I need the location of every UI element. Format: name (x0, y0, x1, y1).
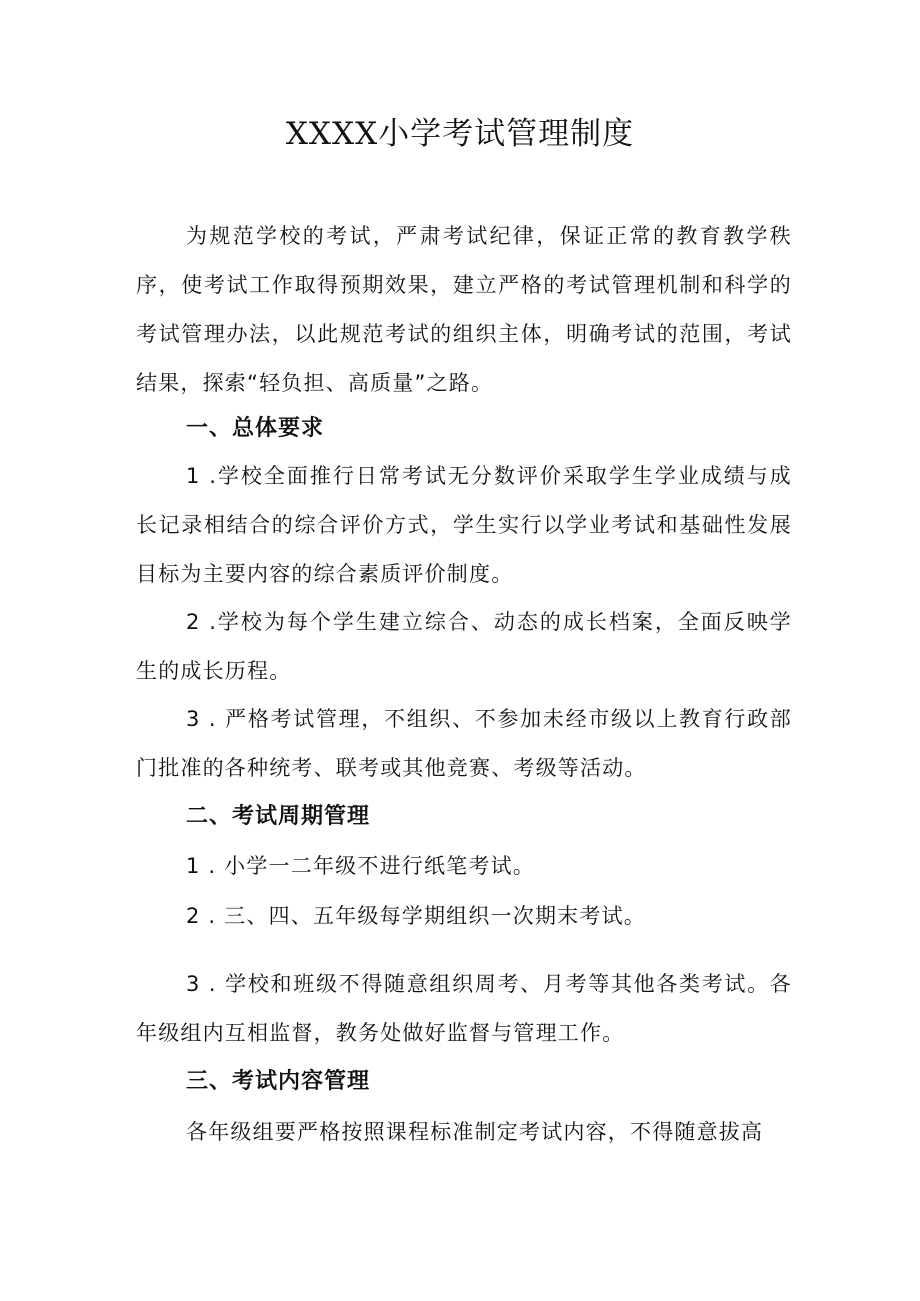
section-heading-exam-content: 三、考试内容管理 (186, 1069, 371, 1094)
section-heading-exam-cycle: 二、考试周期管理 (186, 804, 371, 829)
section-2-paragraph-2: 2 . 三、四、五年级每学期组织一次期末考试。 (186, 904, 646, 928)
section-1-paragraph-3: 3 . 严格考试管理，不组织、不参加未经市级以上教育行政部门批准的各种统考、联考或其他竞赛、考级等活动。 (136, 707, 792, 780)
section-2-paragraph-1: 1 . 小学一二年级不进行纸笔考试。 (186, 854, 535, 878)
document-title: XXXX小学考试管理制度 (285, 116, 635, 152)
section-1-paragraph-1: 1 .学校全面推行日常考试无分数评价采取学生学业成绩与成长记录相结合的综合评价方式，学生实行以学业考试和基础性发展目标为主要内容的综合素质评价制度。 (136, 464, 792, 586)
section-2-paragraph-3: 3 . 学校和班级不得随意组织周考、月考等其他各类考试。各年级组内互相监督，教务处做好监督与管理工作。 (136, 972, 792, 1045)
section-1-paragraph-2: 2 .学校为每个学生建立综合、动态的成长档案，全面反映学生的成长历程。 (136, 610, 792, 683)
section-3-paragraph-1: 各年级组要严格按照课程标准制定考试内容，不得随意拔高 (186, 1120, 764, 1144)
section-heading-general: 一、总体要求 (186, 416, 325, 441)
intro-paragraph: 为规范学校的考试，严肃考试纪律，保证正常的教育教学秩序，使考试工作取得预期效果，建立严格的考试管理机制和科学的考试管理办法，以此规范考试的组织主体，明确考试的范围，考试结果，探索“轻负担、高质量”之路。 (136, 224, 792, 395)
